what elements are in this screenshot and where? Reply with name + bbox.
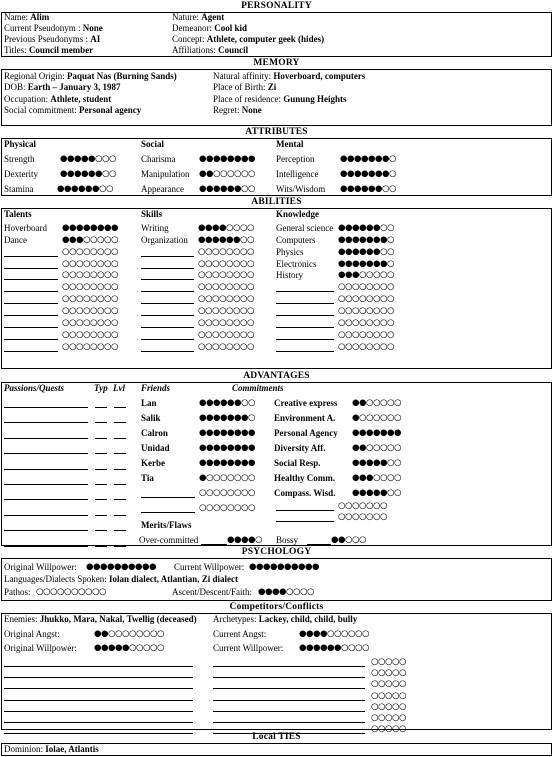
passion-line[interactable] — [4, 530, 88, 531]
commitment-dots[interactable]: ●●●●●○○ — [352, 458, 401, 468]
enemies-label: Enemies: — [4, 614, 40, 624]
talents-blank-line[interactable] — [4, 339, 58, 340]
enemies-value: Jhukko, Mara, Nakal, Twellig (deceased) — [39, 614, 197, 624]
attr-dots[interactable]: ●●○○○○○○ — [199, 169, 255, 179]
lvl-line[interactable] — [114, 499, 126, 500]
typ-line[interactable] — [95, 469, 107, 470]
competitor-left-line[interactable] — [4, 711, 193, 712]
skills-blank-line[interactable] — [141, 256, 194, 257]
skills-empty-dots[interactable]: ○○○○○○○○ — [198, 282, 254, 293]
competitor-right-line[interactable] — [213, 711, 365, 712]
skills-empty-dots[interactable]: ○○○○○○○○ — [198, 317, 254, 328]
friend-blank-line[interactable] — [141, 497, 195, 498]
abilities-title: ABILITIES — [251, 197, 302, 207]
passion-line[interactable] — [4, 499, 88, 500]
friend-label: Tia — [141, 473, 154, 483]
skills-blank-line[interactable] — [141, 315, 194, 316]
knowledge-dots[interactable]: ●●●●●●●○ — [338, 258, 394, 269]
typ-line[interactable] — [95, 422, 107, 423]
dob-value: Earth – January 3, 1987 — [27, 82, 121, 92]
languages-label: Languages/Dialects Spoken: — [4, 574, 109, 584]
talents-empty-dots[interactable]: ○○○○○○○○ — [62, 282, 118, 293]
knowledge-dots[interactable]: ●●●○○○○○ — [338, 270, 394, 281]
attr-dots[interactable]: ●●●●●●○○ — [340, 184, 396, 194]
skills-empty-dots[interactable]: ○○○○○○○○ — [198, 329, 254, 340]
commitment-blank-line[interactable] — [276, 510, 334, 511]
natural-affinity-value: Hoverboard, computers — [273, 71, 366, 81]
name-label: Name: — [4, 12, 31, 22]
place-of-residence-label: Place of residence: — [213, 94, 284, 104]
commitment-dots[interactable]: ●○○○○○○ — [352, 413, 401, 423]
attr-dots[interactable]: ●●●●●●●○ — [340, 154, 396, 164]
competitor-empty-dots[interactable]: ○○○○○ — [371, 668, 406, 679]
knowledge-empty-dots[interactable]: ○○○○○○○○ — [338, 329, 394, 340]
knowledge-label: History — [276, 270, 303, 281]
current-angst-label: Current Angst: — [213, 629, 267, 639]
social-commitment-label: Social commitment: — [4, 105, 79, 115]
talents-empty-dots[interactable]: ○○○○○○○○ — [62, 270, 118, 281]
attr-label: Perception — [276, 154, 315, 164]
archetypes-value: Lackey, child, child, bully — [258, 614, 358, 624]
place-of-birth-label: Place of Birth: — [213, 82, 268, 92]
dominion-label: Dominion: — [4, 744, 46, 754]
commitment-label: Environment A. — [274, 413, 336, 423]
typ-line[interactable] — [95, 530, 107, 531]
commitment-label: Creative express — [274, 398, 338, 408]
knowledge-dots[interactable]: ●●●●●●○○ — [338, 223, 394, 233]
previous-pseudonyms-label: Previous Pseudonyms : — [4, 34, 91, 44]
ascent-dots[interactable]: ●●●●○○○○ — [258, 587, 314, 597]
knowledge-dots[interactable]: ●●●●●●●○ — [338, 234, 394, 245]
comp-original-willpower-dots[interactable]: ●●●●●○○○○○ — [94, 643, 164, 653]
lvl-line[interactable] — [114, 407, 126, 408]
passion-line[interactable] — [4, 422, 88, 423]
competitor-right-line[interactable] — [213, 688, 365, 689]
friend-label: Salik — [141, 413, 161, 423]
social-header: Social — [141, 139, 165, 149]
lvl-line[interactable] — [114, 484, 126, 485]
competitor-empty-dots[interactable]: ○○○○○ — [371, 701, 406, 712]
talents-blank-line[interactable] — [4, 268, 58, 269]
lvl-line[interactable] — [114, 515, 126, 516]
commitment-empty-dots[interactable]: ○○○○○○○ — [338, 501, 387, 511]
friend-dots[interactable]: ●●●●●●●● — [199, 458, 255, 468]
skills-blank-line[interactable] — [141, 291, 194, 292]
name-value: Alim — [30, 12, 50, 22]
social-commitment-value: Personal agency — [79, 105, 142, 115]
archetypes-label: Archetypes: — [213, 614, 259, 624]
passions-header: Passions/Quests — [4, 383, 65, 393]
previous-pseudonyms-value: AI — [90, 34, 101, 44]
skills-blank-line[interactable] — [141, 279, 194, 280]
competitor-right-line[interactable] — [213, 666, 365, 667]
knowledge-blank-line[interactable] — [276, 339, 334, 340]
lvl-line[interactable] — [114, 469, 126, 470]
friend-label: Unidad — [141, 443, 170, 453]
passion-line[interactable] — [4, 469, 88, 470]
languages-value: Iolan dialect, Atlantian, Zi dialect — [108, 574, 238, 584]
skills-blank-line[interactable] — [141, 327, 194, 328]
attr-label: Stamina — [4, 184, 34, 194]
pathos-dots[interactable]: ○○○○○○○○○○ — [36, 587, 106, 597]
attr-label: Strength — [4, 154, 35, 164]
occupation-label: Occupation: — [4, 94, 51, 104]
attr-label: Appearance — [141, 184, 184, 194]
competitor-right-line[interactable] — [213, 677, 365, 678]
commitment-dots[interactable]: ●●○○○○○ — [352, 398, 401, 408]
lvl-line[interactable] — [114, 453, 126, 454]
occupation-value: Athlete, student — [50, 94, 112, 104]
concept-label: Concept: — [172, 34, 207, 44]
nature-value: Agent — [201, 12, 225, 22]
lvl-header: Lvl — [113, 383, 125, 393]
physical-header: Physical — [4, 139, 37, 149]
knowledge-label: General science — [276, 223, 334, 233]
friend-label: Kerbe — [141, 458, 165, 468]
knowledge-blank-line[interactable] — [276, 351, 334, 352]
affiliations-label: Affiliations: — [172, 45, 219, 55]
friend-label: Calron — [141, 428, 168, 438]
psych-original-willpower-dots[interactable]: ●●●●●●●●●● — [86, 562, 156, 572]
knowledge-empty-dots[interactable]: ○○○○○○○○ — [338, 305, 394, 316]
original-angst-label: Original Angst: — [4, 629, 60, 639]
typ-line[interactable] — [95, 515, 107, 516]
natural-affinity-label: Natural affinity: — [213, 71, 274, 81]
talents-dots[interactable]: ●●●○○○○○ — [62, 234, 118, 245]
commitment-blank-line[interactable] — [276, 521, 334, 522]
skills-blank-line[interactable] — [141, 303, 194, 304]
affiliations-value: Council — [218, 45, 249, 55]
talents-blank-line[interactable] — [4, 291, 58, 292]
friend-dots[interactable]: ●●●●●●○○ — [199, 398, 255, 408]
original-angst-dots[interactable]: ●●○○○○○○○○ — [94, 629, 164, 639]
attr-label: Intelligence — [276, 169, 319, 179]
friends-header: Friends — [141, 383, 171, 393]
knowledge-empty-dots[interactable]: ○○○○○○○○ — [338, 341, 394, 352]
competitors-box — [1, 613, 552, 730]
flaw-dots[interactable]: ●●○○○ — [331, 535, 366, 545]
merit-dots[interactable]: ●●●●○ — [227, 535, 262, 545]
friend-empty-dots[interactable]: ○○○○○○○○ — [199, 503, 255, 513]
commitment-dots[interactable]: ●●○○○○○ — [352, 443, 401, 453]
knowledge-blank-line[interactable] — [276, 327, 334, 328]
attr-dots[interactable]: ●●●●●○○○ — [60, 154, 116, 164]
personality-title: PERSONALITY — [241, 1, 312, 11]
talents-dots[interactable]: ●●●●●●●● — [62, 223, 118, 233]
knowledge-blank-line[interactable] — [276, 315, 334, 316]
passion-line[interactable] — [4, 515, 88, 516]
competitor-left-line[interactable] — [4, 677, 193, 678]
psychology-title: PSYCHOLOGY — [241, 547, 312, 557]
talents-label: Dance — [4, 234, 27, 245]
commitment-label: Healthy Comm. — [274, 473, 335, 483]
skills-empty-dots[interactable]: ○○○○○○○○ — [198, 305, 254, 316]
current-pseudonym-label: Current Pseudonym : — [4, 23, 83, 33]
typ-line[interactable] — [95, 453, 107, 454]
skills-dots[interactable]: ●●●●○○○○ — [198, 223, 254, 233]
talents-label: Hoverboard — [4, 223, 47, 233]
skills-blank-line[interactable] — [141, 339, 194, 340]
commitment-label: Social Resp. — [274, 458, 321, 468]
skills-label: Writing — [141, 223, 169, 233]
talents-header: Talents — [4, 209, 32, 219]
commitment-label: Compass. Wisd. — [274, 488, 336, 498]
skills-empty-dots[interactable]: ○○○○○○○○ — [198, 246, 254, 257]
commitment-dots[interactable]: ●●●●●○○ — [352, 488, 401, 498]
typ-line[interactable] — [95, 499, 107, 500]
knowledge-empty-dots[interactable]: ○○○○○○○○ — [338, 294, 394, 305]
current-angst-dots[interactable]: ●●●●○○○○○○ — [299, 629, 369, 639]
commitment-dots[interactable]: ●●●○○○○ — [352, 473, 401, 483]
knowledge-label: Electronics — [276, 258, 317, 269]
typ-line[interactable] — [95, 484, 107, 485]
competitor-right-line[interactable] — [213, 700, 365, 701]
skills-header: Skills — [141, 209, 163, 219]
talents-blank-line[interactable] — [4, 256, 58, 257]
skills-blank-line[interactable] — [141, 268, 194, 269]
dominion-value: Iolae, Atlantis — [45, 744, 99, 754]
talents-empty-dots[interactable]: ○○○○○○○○ — [62, 341, 118, 352]
mental-header: Mental — [276, 139, 304, 149]
current-pseudonym-value: None — [82, 23, 103, 33]
pathos-label: Pathos: — [4, 587, 31, 597]
talents-empty-dots[interactable]: ○○○○○○○○ — [62, 246, 118, 257]
friend-blank-line[interactable] — [141, 512, 195, 513]
talents-empty-dots[interactable]: ○○○○○○○○ — [62, 317, 118, 328]
skills-empty-dots[interactable]: ○○○○○○○○ — [198, 294, 254, 305]
talents-empty-dots[interactable]: ○○○○○○○○ — [62, 305, 118, 316]
competitor-left-line[interactable] — [4, 688, 193, 689]
competitor-left-line[interactable] — [4, 722, 193, 723]
competitor-empty-dots[interactable]: ○○○○○ — [371, 724, 406, 735]
competitor-empty-dots[interactable]: ○○○○○ — [371, 690, 406, 701]
psych-current-willpower-dots[interactable]: ●●●●●●●●●● — [249, 562, 319, 572]
skills-empty-dots[interactable]: ○○○○○○○○ — [198, 341, 254, 352]
regional-origin-label: Regional Origin: — [4, 71, 67, 81]
attr-dots[interactable]: ●●●●●●●○ — [340, 169, 396, 179]
friend-dots[interactable]: ●●●●●●●○ — [199, 413, 255, 423]
flaw-line[interactable] — [307, 544, 331, 545]
comp-original-willpower-label: Original Willpower: — [4, 643, 77, 653]
merit-line[interactable] — [201, 544, 227, 545]
friend-dots[interactable]: ●○○○○○○○ — [199, 473, 255, 483]
commitment-label: Diversity Aff. — [274, 443, 326, 453]
typ-line[interactable] — [95, 407, 107, 408]
commitments-header: Commitments — [232, 383, 284, 393]
talents-empty-dots[interactable]: ○○○○○○○○ — [62, 258, 118, 269]
nature-label: Nature: — [172, 12, 202, 22]
friend-label: Lan — [141, 398, 157, 408]
attr-dots[interactable]: ●●●●●●○○ — [60, 169, 116, 179]
local-ties-title: Local TIES — [252, 732, 301, 742]
talents-blank-line[interactable] — [4, 315, 58, 316]
dob-label: DOB: — [4, 82, 28, 92]
place-of-residence-value: Gunung Heights — [283, 94, 347, 104]
talents-blank-line[interactable] — [4, 327, 58, 328]
commitment-empty-dots[interactable]: ○○○○○○○ — [338, 512, 387, 522]
passion-line[interactable] — [4, 484, 88, 485]
attr-dots[interactable]: ●●●●●●●● — [199, 154, 255, 164]
talents-blank-line[interactable] — [4, 279, 58, 280]
skills-label: Organization — [141, 234, 188, 245]
demeanor-label: Demeanor: — [172, 23, 215, 33]
lvl-line[interactable] — [114, 530, 126, 531]
passion-line[interactable] — [4, 453, 88, 454]
regret-value: None — [241, 105, 262, 115]
lvl-line[interactable] — [114, 422, 126, 423]
psych-current-willpower-label: Current Willpower: — [174, 562, 245, 572]
regional-origin-value: Paquat Nas (Burning Sands) — [67, 71, 177, 81]
competitors-title: Competitors/Conflicts — [229, 602, 324, 612]
commitment-dots[interactable]: ●●●●●●● — [352, 428, 401, 438]
merit-label: Over-committed — [139, 535, 199, 545]
talents-blank-line[interactable] — [4, 303, 58, 304]
comp-current-willpower-label: Current Willpower: — [213, 643, 284, 653]
memory-title: MEMORY — [253, 58, 300, 68]
passion-line[interactable] — [4, 438, 88, 439]
titles-label: Titles: — [4, 45, 29, 55]
knowledge-header: Knowledge — [276, 209, 320, 219]
commitment-label: Personal Agency — [274, 428, 338, 438]
talents-empty-dots[interactable]: ○○○○○○○○ — [62, 294, 118, 305]
talents-empty-dots[interactable]: ○○○○○○○○ — [62, 329, 118, 340]
attr-dots[interactable]: ●●●●●●○○ — [199, 184, 255, 194]
knowledge-dots[interactable]: ●●●●●●○○ — [338, 246, 394, 257]
skills-dots[interactable]: ●●●●●●○○ — [198, 234, 254, 245]
competitor-left-line[interactable] — [4, 700, 193, 701]
knowledge-blank-line[interactable] — [276, 291, 334, 292]
place-of-birth-value: Zi — [267, 82, 277, 92]
attr-label: Wits/Wisdom — [276, 184, 326, 194]
typ-line[interactable] — [95, 438, 107, 439]
knowledge-label: Computers — [276, 234, 316, 245]
knowledge-blank-line[interactable] — [276, 303, 334, 304]
attr-dots[interactable]: ●●●●●●○○ — [57, 184, 113, 194]
competitor-right-line[interactable] — [213, 722, 365, 723]
friend-dots[interactable]: ●●●●●●●● — [199, 443, 255, 453]
passion-line[interactable] — [4, 407, 88, 408]
attr-label: Dexterity — [4, 169, 38, 179]
demeanor-value: Cool kid — [214, 23, 247, 33]
knowledge-empty-dots[interactable]: ○○○○○○○○ — [338, 317, 394, 328]
knowledge-label: Physics — [276, 246, 304, 257]
advantages-title: ADVANTAGES — [243, 371, 310, 381]
knowledge-empty-dots[interactable]: ○○○○○○○○ — [338, 282, 394, 293]
skills-blank-line[interactable] — [141, 351, 194, 352]
skills-empty-dots[interactable]: ○○○○○○○○ — [198, 258, 254, 269]
attr-label: Manipulation — [141, 169, 190, 179]
merits-title: Merits/Flaws — [141, 520, 192, 530]
attributes-title: ATTRIBUTES — [245, 127, 308, 137]
talents-blank-line[interactable] — [4, 351, 58, 352]
typ-header: Typ — [94, 383, 108, 393]
titles-value: Council member — [28, 45, 94, 55]
lvl-line[interactable] — [114, 438, 126, 439]
competitor-empty-dots[interactable]: ○○○○○ — [371, 713, 406, 723]
concept-value: Athlete, computer geek (hides) — [206, 34, 325, 44]
regret-label: Regret: — [213, 105, 242, 115]
comp-current-willpower-dots[interactable]: ●●●●●●○○○○ — [299, 643, 369, 653]
flaw-label: Bossy — [276, 535, 299, 545]
psych-original-willpower-label: Original Willpower: — [4, 562, 77, 572]
competitor-empty-dots[interactable]: ○○○○○ — [371, 679, 406, 690]
skills-empty-dots[interactable]: ○○○○○○○○ — [198, 270, 254, 281]
ascent-label: Ascent/Descent/Faith: — [172, 587, 252, 597]
attr-label: Charisma — [141, 154, 176, 164]
friend-empty-dots[interactable]: ○○○○○○○○ — [199, 488, 255, 498]
competitor-empty-dots[interactable]: ○○○○○ — [371, 657, 406, 667]
friend-dots[interactable]: ●●●●●●●● — [199, 428, 255, 438]
competitor-left-line[interactable] — [4, 666, 193, 667]
